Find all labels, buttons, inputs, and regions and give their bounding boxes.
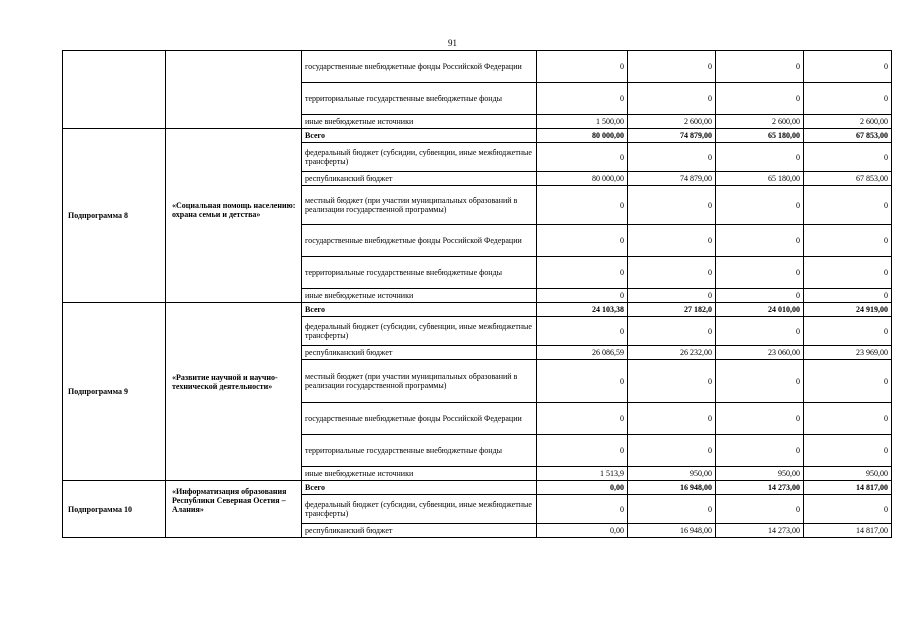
value-cell: 2 600,00 xyxy=(628,115,716,129)
source-cell: федеральный бюджет (субсидии, субвенции, иные межбюджетные трансферты) xyxy=(302,495,537,524)
value-cell: 0 xyxy=(804,317,892,346)
source-cell: территориальные государственные внебюджетные фонды xyxy=(302,257,537,289)
value-cell: 80 000,00 xyxy=(537,172,628,186)
value-cell: 0 xyxy=(804,186,892,225)
source-cell: Всего xyxy=(302,303,537,317)
value-cell: 0 xyxy=(804,360,892,403)
value-cell: 16 948,00 xyxy=(628,524,716,538)
source-cell: территориальные государственные внебюджетные фонды xyxy=(302,83,537,115)
value-cell: 0 xyxy=(804,435,892,467)
value-cell: 0 xyxy=(716,51,804,83)
value-cell: 0 xyxy=(804,257,892,289)
source-cell: иные внебюджетные источники xyxy=(302,467,537,481)
value-cell: 0 xyxy=(804,495,892,524)
value-cell: 0 xyxy=(716,143,804,172)
value-cell: 24 010,00 xyxy=(716,303,804,317)
value-cell: 0 xyxy=(628,225,716,257)
value-cell: 2 600,00 xyxy=(716,115,804,129)
source-cell: республиканский бюджет xyxy=(302,172,537,186)
page-number: 91 xyxy=(448,38,457,48)
source-cell: государственные внебюджетные фонды Российской Федерации xyxy=(302,225,537,257)
value-cell: 0 xyxy=(628,51,716,83)
funding-table xyxy=(62,50,892,538)
empty-name-cell xyxy=(166,51,302,129)
value-cell: 0 xyxy=(537,51,628,83)
value-cell: 0 xyxy=(537,257,628,289)
value-cell: 67 853,00 xyxy=(804,129,892,143)
source-cell: государственные внебюджетные фонды Российской Федерации xyxy=(302,51,537,83)
value-cell: 0 xyxy=(537,360,628,403)
value-cell: 23 969,00 xyxy=(804,346,892,360)
value-cell: 0 xyxy=(804,225,892,257)
value-cell: 80 000,00 xyxy=(537,129,628,143)
source-cell: федеральный бюджет (субсидии, субвенции, иные межбюджетные трансферты) xyxy=(302,143,537,172)
source-cell: государственные внебюджетные фонды Российской Федерации xyxy=(302,403,537,435)
value-cell: 0 xyxy=(804,51,892,83)
value-cell: 67 853,00 xyxy=(804,172,892,186)
table-row xyxy=(63,51,892,83)
value-cell: 0 xyxy=(804,143,892,172)
subprogram-label: Подпрограмма 10 xyxy=(63,481,166,538)
value-cell: 0,00 xyxy=(537,481,628,495)
value-cell: 0 xyxy=(537,495,628,524)
value-cell: 24 919,00 xyxy=(804,303,892,317)
value-cell: 0,00 xyxy=(537,524,628,538)
value-cell: 2 600,00 xyxy=(804,115,892,129)
source-cell: территориальные государственные внебюджетные фонды xyxy=(302,435,537,467)
value-cell: 0 xyxy=(804,83,892,115)
value-cell: 0 xyxy=(537,225,628,257)
value-cell: 0 xyxy=(716,257,804,289)
value-cell: 0 xyxy=(628,403,716,435)
source-cell: иные внебюджетные источники xyxy=(302,289,537,303)
table-row-total xyxy=(63,481,892,495)
source-cell: федеральный бюджет (субсидии, субвенции, иные межбюджетные трансферты) xyxy=(302,317,537,346)
source-cell: республиканский бюджет xyxy=(302,524,537,538)
value-cell: 1 513,9 xyxy=(537,467,628,481)
subprogram-name-text: «Информатизация образования Республики Северная Осетия – Алания» xyxy=(172,487,287,514)
value-cell: 0 xyxy=(716,186,804,225)
value-cell: 0 xyxy=(537,83,628,115)
source-cell: Всего xyxy=(302,481,537,495)
source-cell: республиканский бюджет xyxy=(302,346,537,360)
value-cell: 0 xyxy=(628,435,716,467)
table-row-total xyxy=(63,129,892,143)
value-cell: 0 xyxy=(628,186,716,225)
value-cell: 0 xyxy=(537,403,628,435)
value-cell: 950,00 xyxy=(716,467,804,481)
value-cell: 74 879,00 xyxy=(628,172,716,186)
value-cell: 0 xyxy=(628,257,716,289)
value-cell: 14 273,00 xyxy=(716,481,804,495)
value-cell: 14 273,00 xyxy=(716,524,804,538)
value-cell: 0 xyxy=(537,289,628,303)
subprogram-name xyxy=(166,129,302,303)
subprogram-label: Подпрограмма 8 xyxy=(63,129,166,303)
value-cell: 0 xyxy=(716,289,804,303)
value-cell: 0 xyxy=(537,186,628,225)
value-cell: 0 xyxy=(804,289,892,303)
value-cell: 0 xyxy=(628,317,716,346)
table-row-total xyxy=(63,303,892,317)
value-cell: 1 500,00 xyxy=(537,115,628,129)
value-cell: 14 817,00 xyxy=(804,524,892,538)
value-cell: 0 xyxy=(716,403,804,435)
value-cell: 27 182,0 xyxy=(628,303,716,317)
value-cell: 0 xyxy=(804,403,892,435)
value-cell: 0 xyxy=(537,317,628,346)
value-cell: 14 817,00 xyxy=(804,481,892,495)
value-cell: 0 xyxy=(628,83,716,115)
value-cell: 26 086,59 xyxy=(537,346,628,360)
value-cell: 0 xyxy=(628,289,716,303)
source-cell: местный бюджет (при участии муниципальных образований в реализации государственной программы) xyxy=(302,186,537,225)
source-cell: Всего xyxy=(302,129,537,143)
value-cell: 26 232,00 xyxy=(628,346,716,360)
value-cell: 0 xyxy=(628,143,716,172)
source-cell: иные внебюджетные источники xyxy=(302,115,537,129)
value-cell: 74 879,00 xyxy=(628,129,716,143)
value-cell: 0 xyxy=(716,317,804,346)
value-cell: 0 xyxy=(537,435,628,467)
value-cell: 0 xyxy=(716,83,804,115)
value-cell: 0 xyxy=(716,435,804,467)
value-cell: 24 103,38 xyxy=(537,303,628,317)
value-cell: 0 xyxy=(628,360,716,403)
value-cell: 950,00 xyxy=(628,467,716,481)
subprogram-name xyxy=(166,481,302,538)
value-cell: 65 180,00 xyxy=(716,129,804,143)
value-cell: 65 180,00 xyxy=(716,172,804,186)
value-cell: 0 xyxy=(716,360,804,403)
value-cell: 0 xyxy=(716,225,804,257)
subprogram-name xyxy=(166,303,302,481)
value-cell: 23 060,00 xyxy=(716,346,804,360)
value-cell: 0 xyxy=(716,495,804,524)
value-cell: 0 xyxy=(537,143,628,172)
subprogram-label: Подпрограмма 9 xyxy=(63,303,166,481)
value-cell: 950,00 xyxy=(804,467,892,481)
source-cell: местный бюджет (при участии муниципальных образований в реализации государственной программы) xyxy=(302,360,537,403)
value-cell: 16 948,00 xyxy=(628,481,716,495)
subprogram-name-text: «Социальная помощь населению: охрана семьи и детства» xyxy=(172,201,296,219)
subprogram-name-text: «Развитие научной и научно-технической деятельности» xyxy=(172,373,278,391)
empty-program-cell xyxy=(63,51,166,129)
value-cell: 0 xyxy=(628,495,716,524)
